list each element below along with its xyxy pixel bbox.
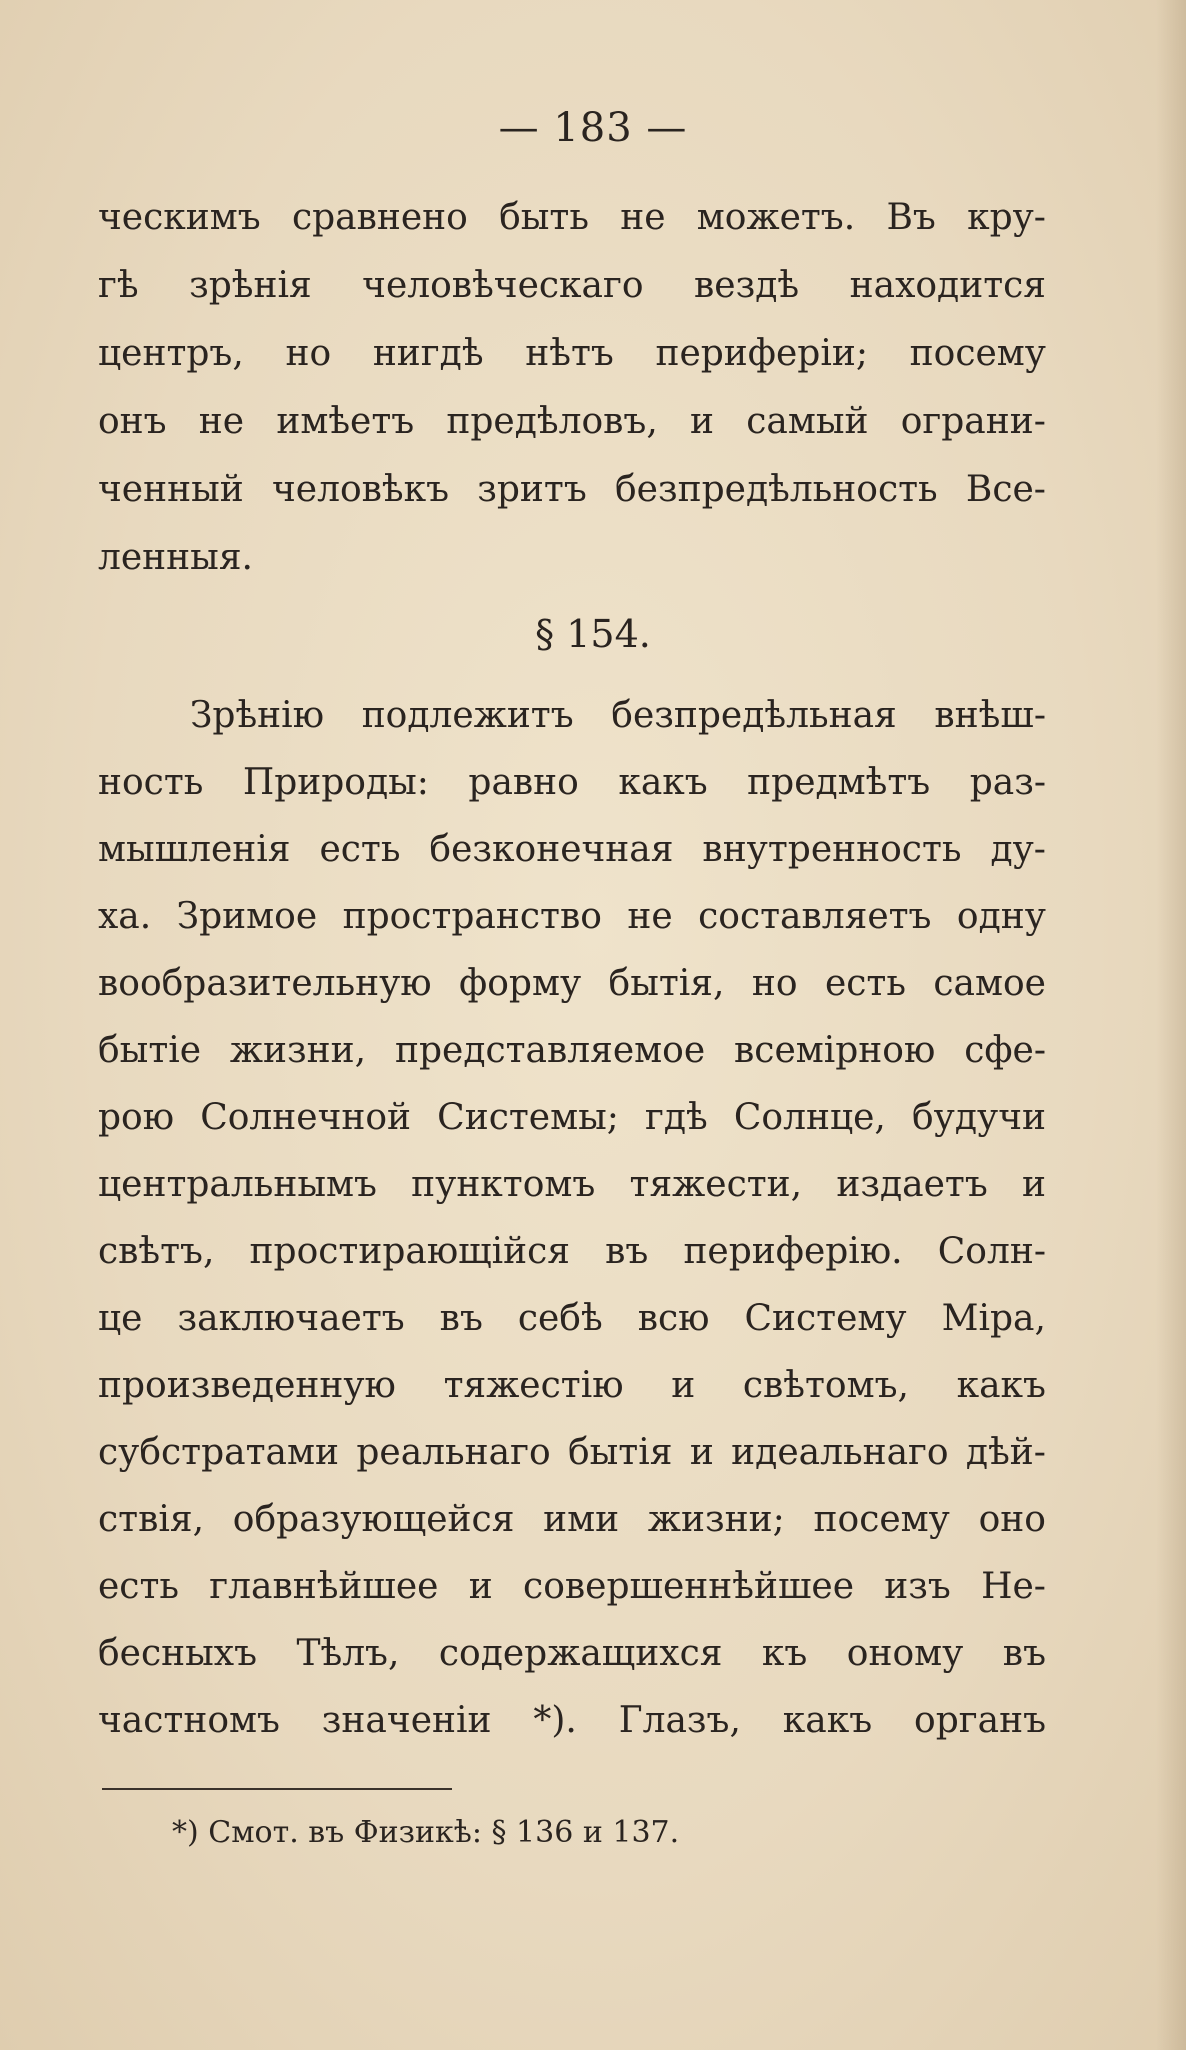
word: совершеннѣйшее <box>523 1566 855 1607</box>
word: какъ <box>782 1700 873 1741</box>
word: быть <box>499 197 589 238</box>
word: заключаетъ <box>177 1298 405 1339</box>
word: раз- <box>969 762 1046 803</box>
word: не <box>198 401 245 442</box>
section-heading: § 154. <box>535 612 651 656</box>
word: ду- <box>990 829 1046 870</box>
footnote-rule <box>102 1788 452 1790</box>
word: самое <box>933 963 1046 1004</box>
text-line <box>98 963 1046 1010</box>
text-line <box>98 1566 1046 1613</box>
word: органъ <box>914 1700 1046 1741</box>
word: всю <box>637 1298 710 1339</box>
word: подлежитъ <box>361 695 574 736</box>
word: есть <box>98 1566 179 1607</box>
word: частномъ <box>98 1700 280 1741</box>
word: произведенную <box>98 1365 396 1406</box>
word: можетъ. <box>696 197 856 238</box>
word: периферію. <box>683 1231 903 1272</box>
word: образующейся <box>232 1499 515 1540</box>
word: главнѣйшее <box>209 1566 439 1607</box>
word: безконечная <box>429 829 674 870</box>
word: посему <box>813 1499 950 1540</box>
word: человѣкъ <box>271 469 450 510</box>
word: центръ, <box>98 333 244 374</box>
text-line <box>98 1164 1046 1211</box>
word: жизни; <box>647 1499 785 1540</box>
word: внутренность <box>702 829 962 870</box>
word: какъ <box>956 1365 1046 1406</box>
word: онъ <box>98 401 167 442</box>
word: предмѣтъ <box>747 762 931 803</box>
word: издаетъ <box>836 1164 988 1205</box>
word: тяжестію <box>443 1365 624 1406</box>
text-line <box>98 829 1046 876</box>
word: посему <box>909 333 1046 374</box>
word: Зримое <box>176 896 318 937</box>
word: зритъ <box>477 469 587 510</box>
word: нѣтъ <box>525 333 614 374</box>
word: сравнено <box>291 197 468 238</box>
text-line <box>98 1700 1046 1747</box>
text-line <box>98 197 1046 244</box>
word: Тѣлъ, <box>296 1633 400 1674</box>
word: гдѣ <box>645 1097 708 1138</box>
word: оно <box>978 1499 1046 1540</box>
word: Въ <box>886 197 936 238</box>
text-line <box>98 265 1046 312</box>
footnote: *) Смот. въ Физикѣ: § 136 и 137. <box>172 1815 680 1850</box>
word: изъ <box>884 1566 951 1607</box>
word: Міра, <box>941 1298 1046 1339</box>
word: ченный <box>98 469 244 510</box>
word: бытіе <box>98 1030 202 1071</box>
text-line <box>98 1365 1046 1412</box>
word: мышленія <box>98 829 291 870</box>
word: *). <box>533 1700 577 1741</box>
word: простирающійся <box>249 1231 571 1272</box>
word: одну <box>956 896 1046 937</box>
word: свѣтъ, <box>98 1231 215 1272</box>
word: кру- <box>967 197 1046 238</box>
paragraph-1 <box>98 197 1046 580</box>
text-line <box>98 401 1046 448</box>
word: оному <box>846 1633 964 1674</box>
word: есть <box>824 963 906 1004</box>
word: сфе- <box>964 1030 1046 1071</box>
word: Системы; <box>437 1097 619 1138</box>
word: имѣетъ <box>276 401 415 442</box>
word: есть <box>319 829 401 870</box>
word: Глазъ, <box>618 1700 741 1741</box>
text-line <box>98 537 1046 584</box>
word: Все- <box>965 469 1046 510</box>
word: всемірною <box>734 1030 936 1071</box>
word: безпредѣльная <box>611 695 897 736</box>
word: форму <box>459 963 582 1004</box>
word: какъ <box>618 762 708 803</box>
page-number: — 183 — <box>498 105 688 151</box>
word: це <box>98 1298 143 1339</box>
paragraph-2 <box>98 695 1046 1778</box>
word: себѣ <box>517 1298 603 1339</box>
word: ха. <box>98 896 152 937</box>
word: Систему <box>744 1298 907 1339</box>
text-line <box>98 1499 1046 1546</box>
word: въ <box>1002 1633 1046 1674</box>
word: человѣческаго <box>362 265 644 306</box>
word: нигдѣ <box>372 333 484 374</box>
word: но <box>751 963 798 1004</box>
text-line <box>98 333 1046 380</box>
word: вездѣ <box>694 265 800 306</box>
word: Не- <box>981 1566 1046 1607</box>
word: ческимъ <box>98 197 261 238</box>
word: значеніи <box>321 1700 492 1741</box>
word: свѣтомъ, <box>742 1365 909 1406</box>
word: и <box>468 1566 493 1607</box>
word: Зрѣнію <box>190 695 325 736</box>
word: представляемое <box>394 1030 706 1071</box>
word: субстратами <box>98 1432 339 1473</box>
text-line <box>98 896 1046 943</box>
page-edge-shadow <box>1156 0 1186 2050</box>
word: вообразительную <box>98 963 432 1004</box>
text-line <box>98 762 1046 809</box>
word: къ <box>761 1633 808 1674</box>
word: и <box>690 401 714 442</box>
word: самый <box>746 401 869 442</box>
word: ленныя. <box>98 537 253 578</box>
word: не <box>620 197 666 238</box>
word: будучи <box>912 1097 1046 1138</box>
word: ность <box>98 762 204 803</box>
word: ствія, <box>98 1499 205 1540</box>
text-line <box>98 695 1046 742</box>
word: не <box>627 896 673 937</box>
word: дѣй- <box>965 1432 1046 1473</box>
text-line <box>98 1633 1046 1680</box>
word: составляетъ <box>698 896 932 937</box>
text-line <box>98 1432 1046 1479</box>
word: рою <box>98 1097 175 1138</box>
word: въ <box>605 1231 649 1272</box>
word: периферіи; <box>655 333 868 374</box>
word: Солн- <box>937 1231 1046 1272</box>
word: предѣловъ, <box>446 401 658 442</box>
word: но <box>285 333 332 374</box>
text-line <box>98 469 1046 516</box>
word: и <box>1021 1164 1046 1205</box>
text-line <box>98 1298 1046 1345</box>
word: Природы: <box>242 762 429 803</box>
word: центральнымъ <box>98 1164 377 1205</box>
word: и <box>671 1365 696 1406</box>
word: внѣш- <box>934 695 1046 736</box>
text-line <box>98 1231 1046 1278</box>
word: пространство <box>342 896 602 937</box>
word: Солнце, <box>733 1097 886 1138</box>
word: Солнечной <box>200 1097 412 1138</box>
word: ими <box>543 1499 620 1540</box>
word: ограни- <box>900 401 1046 442</box>
word: бытія <box>567 1432 673 1473</box>
word: реальнаго <box>356 1432 551 1473</box>
word: находится <box>849 265 1046 306</box>
word: зрѣнія <box>189 265 312 306</box>
word: въ <box>439 1298 483 1339</box>
text-line <box>98 1030 1046 1077</box>
word: содержащихся <box>438 1633 723 1674</box>
word: пунктомъ <box>411 1164 596 1205</box>
word: бесныхъ <box>98 1633 257 1674</box>
word: и <box>689 1432 714 1473</box>
text-line <box>98 1097 1046 1144</box>
word: жизни, <box>229 1030 367 1071</box>
word: безпредѣльность <box>614 469 938 510</box>
word: бытія, <box>608 963 725 1004</box>
word: гѣ <box>98 265 139 306</box>
word: равно <box>468 762 579 803</box>
word: идеальнаго <box>731 1432 949 1473</box>
word: тяжести, <box>629 1164 803 1205</box>
